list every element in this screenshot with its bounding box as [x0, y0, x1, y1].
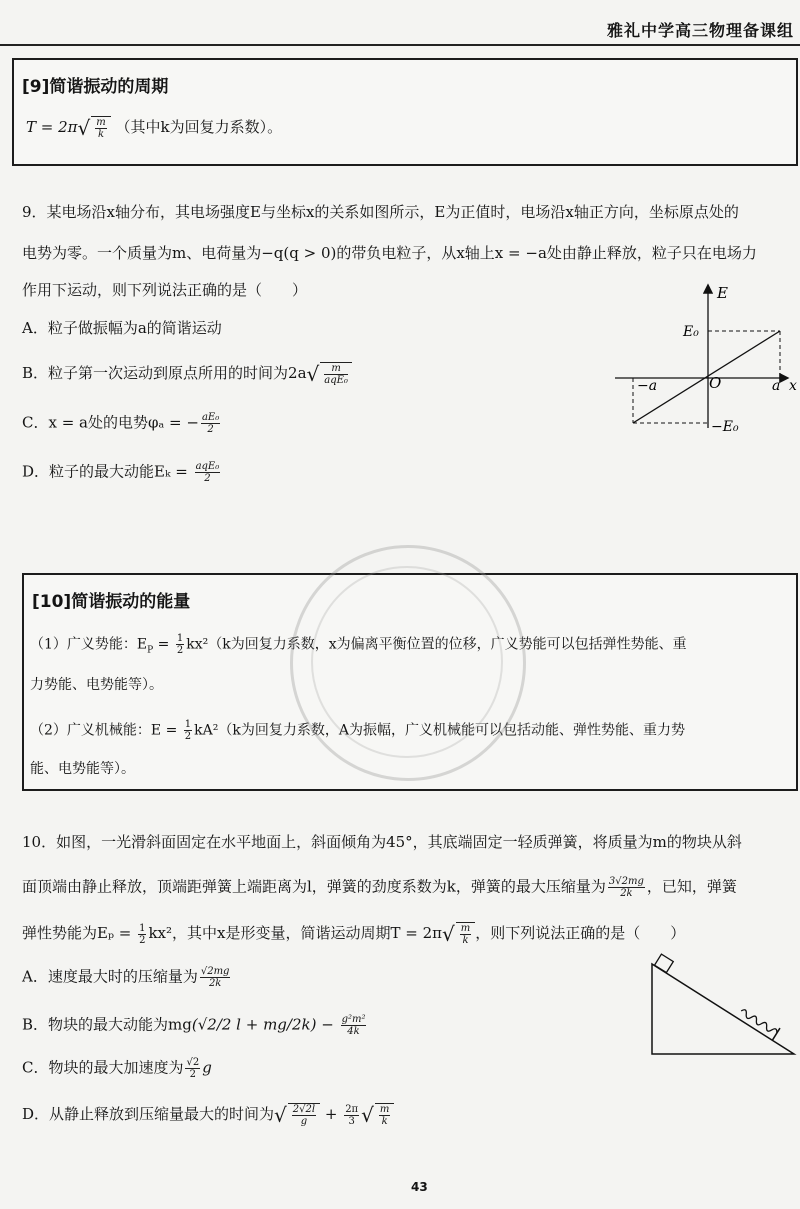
y-axis-label: E [717, 284, 728, 302]
energy-line1: （1）广义势能：$E_P$ = $\frac{1}{2}$ kx²（k为回复力系数，x为偏离平衡位置的位移，广义势能可以包括弹性势能、重 [30, 633, 687, 656]
energy-line3: （2）广义机械能：E = $\frac{1}{2}$ kA²（k为回复力系数，A为振幅，广义机械能可以包括动能、弹性势能、重力势 [30, 719, 685, 742]
block [655, 954, 674, 972]
header-divider [0, 44, 800, 46]
spring [737, 1006, 780, 1040]
q9-line2: 电势为零。一个质量为m、电荷量为−q(q > 0)的带负电粒子，从x轴上x = −a处由静止释放，粒子只在电场力 [22, 244, 757, 262]
q9-option-a: A．粒子做振幅为a的简谐运动 [22, 319, 222, 337]
box-title-period: [9]简谐振动的周期 [22, 77, 169, 97]
q10-line1: 10．如图，一光滑斜面固定在水平地面上，斜面倾角为45°，其底端固定一轻质弹簧，将质量为m的物块从斜 [22, 833, 742, 851]
q9-e-x-graph [605, 278, 800, 438]
q9-option-c: C．x = a处的电势φₐ = − $\frac{\text{aE₀}}{2}$ [22, 412, 220, 435]
header-title: 雅礼中学高三物理备课组 [606, 21, 794, 40]
q10-option-d: D．从静止释放到压缩量最大的时间为√ $\frac{2√2l}{g}$ + $\frac{2\pi}{3}$ √ $\frac{m}{k}$ [22, 1103, 394, 1127]
q9-option-d: D．粒子的最大动能Eₖ = $\frac{\text{aqE₀}}{2}$ [22, 461, 220, 484]
school-stamp-watermark [290, 545, 526, 781]
box-title-energy: [10]简谐振动的能量 [32, 592, 191, 612]
e0-label: E₀ [683, 324, 699, 340]
period-formula-note: （其中k为回复力系数）。 [115, 118, 283, 136]
q9-line3: 作用下运动，则下列说法正确的是（ ） [22, 281, 308, 299]
x-axis-label: x [789, 378, 797, 394]
energy-line2: 力势能、电势能等）。 [30, 677, 163, 693]
incline-triangle [652, 964, 794, 1054]
q9-option-b: B．粒子第一次运动到原点所用的时间为2a√ $\frac{m}{\text{aqE₀}}$ [22, 362, 352, 386]
period-formula: T = 2π√ $\frac{m}{k}$ （其中k为回复力系数）。 [26, 116, 283, 140]
q10-option-b: B．物块的最大动能为mg(√2/2 l + mg/2k) − $\frac{\text{g²m²}}{4k}$ [22, 1014, 366, 1037]
q10-option-a: A．速度最大时的压缩量为 $\frac{√2mg}{2k}$ [22, 966, 230, 989]
q10-line2: 面顶端由静止释放，顶端距弹簧上端距离为l，弹簧的劲度系数为k，弹簧的最大压缩量为 $\frac{3√2mg}{2k}$ ，已知，弹簧 [22, 876, 737, 899]
origin-label: O [709, 374, 722, 392]
formula-box-period [12, 58, 798, 166]
energy-line4: 能、电势能等）。 [30, 761, 135, 777]
q9-line1: 9．某电场沿x轴分布，其电场强度E与坐标x的关系如图所示，E为正值时，电场沿x轴正方向，坐标原点处的 [22, 203, 739, 221]
q10-option-c: C．物块的最大加速度为 $\frac{√2}{2}$ g [22, 1057, 212, 1080]
neg-e0-label: −E₀ [711, 419, 739, 435]
q10-line3: 弹性势能为Eₚ = $\frac{1}{2}$ kx²，其中x是形变量，简谐运动周期T = 2π√ $\frac{m}{k}$ ，则下列说法正确的是（ ） [22, 922, 686, 946]
a-label: a [772, 378, 781, 394]
e-field-line [633, 331, 780, 423]
q10-incline-diagram [640, 952, 798, 1060]
page-number: 43 [411, 1180, 428, 1194]
neg-a-label: −a [637, 378, 658, 394]
